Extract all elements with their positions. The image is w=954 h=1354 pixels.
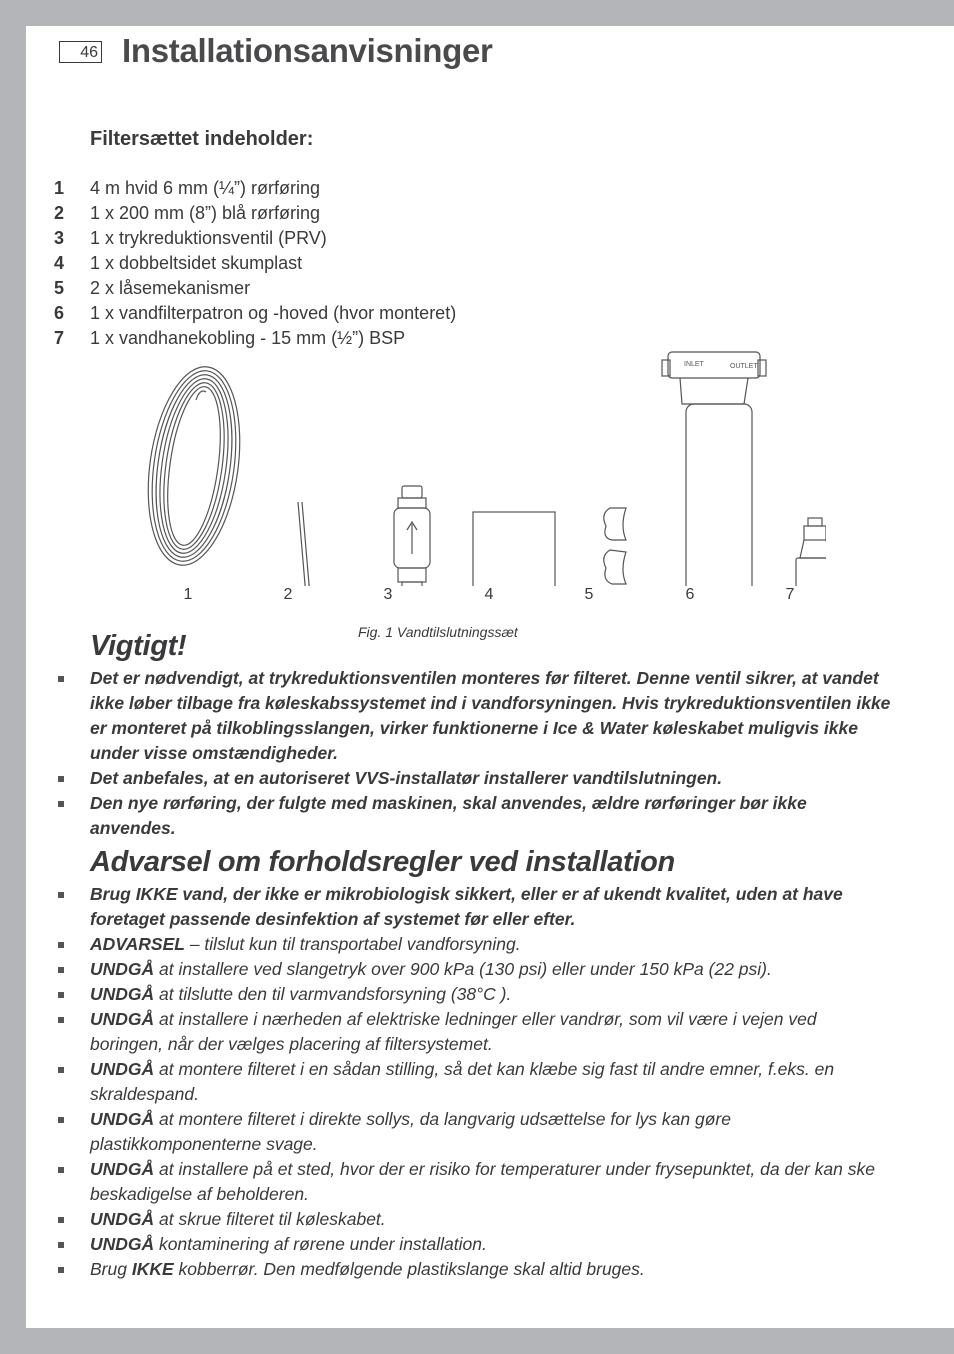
kit-heading: Filtersættet indeholder: <box>90 128 314 150</box>
foam-pad-drawing <box>473 512 555 586</box>
important-item <box>54 666 894 766</box>
warning-text: at montere filteret i en sådan stilling, så det kan klæbe sig fast til andre emner, f.eks. en skraldespand. <box>90 1059 835 1104</box>
bullet-square-icon <box>58 892 64 898</box>
kit-item-number: 2 <box>54 203 65 223</box>
figure-label: 3 <box>383 586 393 603</box>
warning-lead: UNDGÅ <box>90 984 155 1004</box>
warning-item <box>54 1207 894 1232</box>
water-kit-illustration <box>126 326 826 586</box>
warning-item <box>54 1257 894 1282</box>
blue-tube-drawing <box>298 502 310 586</box>
kit-item <box>54 277 456 302</box>
figure-label: 1 <box>183 586 193 603</box>
important-list <box>54 666 894 841</box>
kit-item-number: 5 <box>54 278 65 298</box>
warning-heading: Advarsel om forholdsregler ved installation <box>90 846 675 878</box>
filter-cartridge-drawing <box>662 352 766 586</box>
warning-text: Brug <box>90 1259 132 1279</box>
warning-text: – tilslut kun til transportabel vandforsyning. <box>184 934 521 954</box>
important-item <box>54 766 894 791</box>
kit-item-text: 1 x 200 mm (8”) blå rørføring <box>90 203 321 223</box>
kit-item-text: 1 x vandfilterpatron og -hoved (hvor monteret) <box>90 303 457 323</box>
bullet-square-icon <box>58 967 64 973</box>
warning-item <box>54 957 894 982</box>
warning-text: at skrue filteret til køleskabet. <box>154 1209 386 1229</box>
bullet-square-icon <box>58 1017 64 1023</box>
warning-item <box>54 932 894 957</box>
bullet-square-icon <box>58 1217 64 1223</box>
kit-item-number: 3 <box>54 228 65 248</box>
warning-item <box>54 1157 894 1207</box>
warning-text: at tilslutte den til varmvandsforsyning (38°C ). <box>154 984 512 1004</box>
warning-lead: UNDGÅ <box>90 1209 155 1229</box>
warning-item <box>54 1057 894 1107</box>
figure-caption: Fig. 1 Vandtilslutningssæt <box>358 624 518 640</box>
warning-item <box>54 882 894 932</box>
coiled-tubing-drawing <box>137 361 252 571</box>
warning-text: at installere ved slangetryk over 900 kPa (130 psi) eller under 150 kPa (22 psi). <box>154 959 772 979</box>
kit-item <box>54 227 456 252</box>
kit-item-text: 4 m hvid 6 mm (¼”) rørføring <box>90 178 321 198</box>
warning-lead: ADVARSEL <box>90 934 185 954</box>
warning-text: at installere i nærheden af elektriske ledninger eller vandrør, som vil være i vejen ved boringen, når der vælges placering af filtersystemet. <box>90 1009 817 1054</box>
bullet-square-icon <box>58 776 64 782</box>
warning-text: kontaminering af rørene under installation. <box>154 1234 487 1254</box>
kit-item-number: 7 <box>54 328 65 348</box>
kit-item-text: 1 x vandhanekobling - 15 mm (½”) BSP <box>90 328 406 348</box>
warning-item <box>54 982 894 1007</box>
warning-lead: UNDGÅ <box>90 1234 155 1254</box>
figure-label: 4 <box>484 586 494 603</box>
bullet-square-icon <box>58 1067 64 1073</box>
kit-item-text: 2 x låsemekanismer <box>90 278 251 298</box>
figure-label: 7 <box>785 586 795 603</box>
bullet-square-icon <box>58 942 64 948</box>
warning-item <box>54 1007 894 1057</box>
kit-item <box>54 252 456 277</box>
figure-label: 2 <box>283 586 293 603</box>
kit-item-number: 1 <box>54 178 65 198</box>
warning-list <box>54 882 894 1282</box>
figure-label: 6 <box>685 586 695 603</box>
warning-lead: UNDGÅ <box>90 1159 155 1179</box>
warning-lead: Brug IKKE vand, der ikke er mikrobiologisk sikkert, eller er af ukendt kvalitet, uden at have foretaget passende desinfektion af systemet før eller efter. <box>90 884 843 929</box>
warning-lead: UNDGÅ <box>90 959 155 979</box>
warning-item <box>54 1107 894 1157</box>
kit-item-text: 1 x dobbeltsidet skumplast <box>90 253 303 273</box>
important-text: Det anbefales, at en autoriseret VVS-installatør installerer vandtilslutningen. <box>90 768 723 788</box>
bullet-square-icon <box>58 1117 64 1123</box>
tap-coupling-drawing <box>796 518 826 586</box>
important-heading: Vigtigt! <box>90 630 187 662</box>
figure-label: 5 <box>584 586 594 603</box>
page-title: Installationsanvisninger <box>122 32 493 69</box>
important-text: Det er nødvendigt, at trykreduktionsventilen monteres før filteret. Denne ventil sikrer, at vandet ikke løber tilbage fra køleskabssystemet ind i vandforsyningen. Hvis trykreduktionsventilen ikke er monteret på tilkoblingsslangen, virker funktionerne i Ice & Water køleskabet muligvis ikke under visse omstændigheder. <box>90 668 891 763</box>
manual-page <box>26 26 954 1328</box>
important-text: Den nye rørføring, der fulgte med maskinen, skal anvendes, ældre rørføringer bør ikke anvendes. <box>90 793 807 838</box>
bullet-square-icon <box>58 1267 64 1273</box>
important-item <box>54 791 894 841</box>
bullet-square-icon <box>58 676 64 682</box>
page-number: 46 <box>59 41 102 63</box>
lock-clips-drawing <box>604 508 626 584</box>
inlet-label: INLET <box>684 361 704 368</box>
kit-item <box>54 302 456 327</box>
kit-item <box>54 202 456 227</box>
bullet-square-icon <box>58 801 64 807</box>
bullet-square-icon <box>58 1167 64 1173</box>
warning-text: kobberrør. Den medfølgende plastikslange skal altid bruges. <box>173 1259 645 1279</box>
warning-lead: UNDGÅ <box>90 1059 155 1079</box>
kit-item-text: 1 x trykreduktionsventil (PRV) <box>90 228 327 248</box>
kit-item-number: 6 <box>54 303 65 323</box>
warning-text: at montere filteret i direkte sollys, da langvarig udsættelse for lys kan gøre plastikkomponenterne svage. <box>90 1109 731 1154</box>
warning-text: at installere på et sted, hvor der er risiko for temperaturer under frysepunktet, da der kan ske beskadigelse af beholderen. <box>90 1159 875 1204</box>
warning-item <box>54 1232 894 1257</box>
outlet-label: OUTLET <box>730 363 758 370</box>
kit-item <box>54 177 456 202</box>
bullet-square-icon <box>58 1242 64 1248</box>
pressure-valve-drawing <box>394 486 430 586</box>
bullet-square-icon <box>58 992 64 998</box>
warning-lead: IKKE <box>131 1259 174 1279</box>
warning-lead: UNDGÅ <box>90 1009 155 1029</box>
kit-item-number: 4 <box>54 253 65 273</box>
warning-lead: UNDGÅ <box>90 1109 155 1129</box>
